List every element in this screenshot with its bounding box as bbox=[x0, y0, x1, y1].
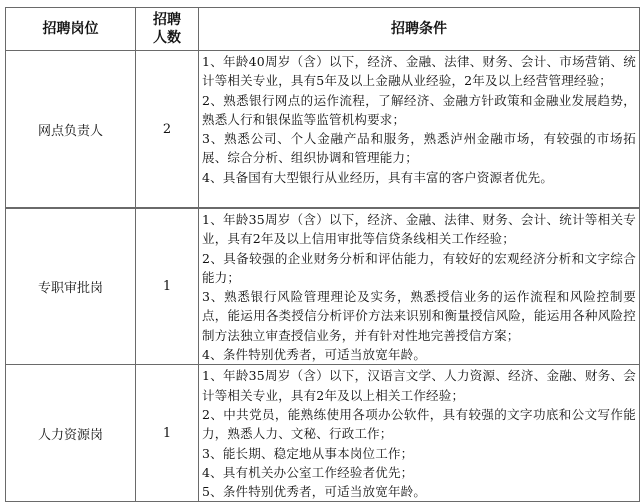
requirement-item: 2、具备较强的企业财务分析和评估能力，有较好的宏观经济分析和文字综合能力； bbox=[202, 250, 636, 285]
row-requirements bbox=[199, 209, 640, 365]
requirement-item: 3、熟悉公司、个人金融产品和服务，熟悉泸州金融市场，有较强的市场拓展、综合分析、组织协调和管理能力； bbox=[202, 131, 636, 166]
requirement-item: 4、条件特别优秀者，可适当放宽年龄。 bbox=[202, 347, 427, 363]
table-row bbox=[6, 365, 640, 502]
requirement-item: 3、熟悉银行风险管理理论及实务，熟悉授信业务的运作流程和风险控制要点，能运用各类授信分析评价方法来识别和衡量授信风险，能运用各种风险控制方法独立审查授信业务，并有针对性地完善授信方案； bbox=[202, 289, 636, 343]
header-count-line1: 招聘 bbox=[153, 12, 181, 28]
row-position: 人力资源岗 bbox=[6, 365, 136, 502]
header-count-line2: 人数 bbox=[153, 30, 181, 46]
row-count: 2 bbox=[136, 51, 199, 208]
row-position: 网点负责人 bbox=[6, 51, 136, 208]
requirement-item: 4、具有机关办公室工作经验者优先； bbox=[202, 464, 414, 480]
requirement-item: 3、能长期、稳定地从事本岗位工作； bbox=[202, 445, 414, 461]
requirement-item: 2、熟悉银行网点的运作流程，了解经济、金融方针政策和金融业发展趋势，熟悉人行和银保监等监管机构要求； bbox=[202, 92, 636, 127]
header-count bbox=[136, 8, 199, 51]
header-position: 招聘岗位 bbox=[6, 8, 136, 51]
row-count: 1 bbox=[136, 209, 199, 365]
requirement-item: 4、具备国有大型银行从业经历，具有丰富的客户资源者优先。 bbox=[202, 169, 554, 185]
requirement-item: 2、中共党员，能熟练使用各项办公软件，具有较强的文字功底和公文写作能力，熟悉人力、文秘、行政工作； bbox=[202, 406, 636, 442]
table-row bbox=[6, 209, 640, 365]
table-header-row bbox=[6, 8, 640, 51]
header-conditions: 招聘条件 bbox=[199, 8, 640, 51]
requirement-item: 1、年龄35周岁（含）以下，汉语言文学、人力资源、经济、金融、财务、会计等相关专业，具有2年及以上相关工作经验； bbox=[202, 368, 636, 403]
row-requirements bbox=[199, 365, 640, 502]
row-requirements bbox=[199, 51, 640, 208]
row-position: 专职审批岗 bbox=[6, 209, 136, 365]
recruitment-table-part-1 bbox=[5, 7, 640, 208]
recruitment-table-part-2 bbox=[5, 208, 640, 502]
requirement-item: 1、年龄40周岁（含）以下，经济、金融、法律、财务、会计、市场营销、统计等相关专业，具有5年及以上金融从业经验，2年及以上经营管理经验； bbox=[202, 54, 636, 89]
requirement-item: 1、年龄35周岁（含）以下，经济、金融、法律、财务、会计、统计等相关专业，具有2年及以上信用审批等信贷条线相关工作经验； bbox=[202, 212, 636, 247]
table-row bbox=[6, 51, 640, 208]
row-count: 1 bbox=[136, 365, 199, 502]
requirement-item: 5、条件特别优秀者，可适当放宽年龄。 bbox=[202, 484, 427, 500]
